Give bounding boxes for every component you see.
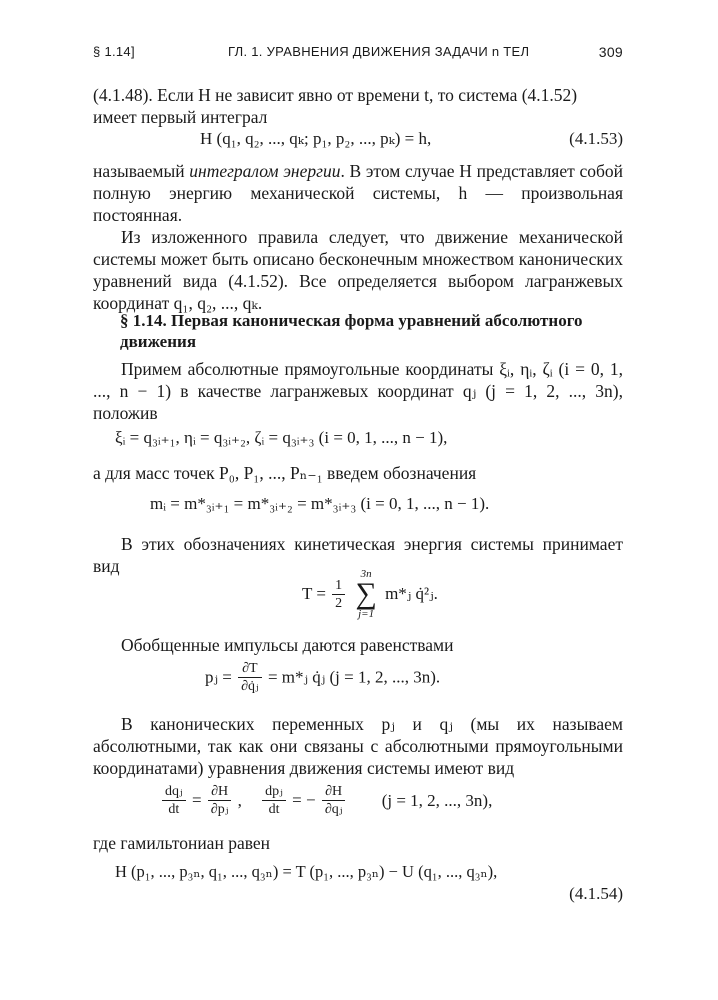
paragraph-9	[93, 832, 623, 854]
section-heading: § 1.14. Первая каноническая форма уравнений абсолютного движения	[120, 311, 583, 351]
half-fraction	[332, 577, 345, 612]
kinetic-energy-lhs: T =	[302, 584, 326, 603]
paragraph-2	[93, 160, 623, 226]
half-numerator: 1	[332, 577, 345, 595]
dp-dt-fraction	[262, 783, 286, 818]
equation-4-1-54: H (p₁, ..., p₃ₙ, q₁, ..., q₃ₙ) = T (p₁, ..., p₃ₙ) − U (q₁, ..., q₃ₙ),	[115, 862, 498, 881]
equation-coordinates: ξᵢ = q₃ᵢ₊₁, ηᵢ = q₃ᵢ₊₂, ζᵢ = q₃ᵢ₊₃ (i = 0, 1, ..., n − 1),	[115, 428, 448, 447]
canonical-condition: (j = 1, 2, ..., 3n),	[381, 790, 493, 810]
paragraph-5-text: а для масс точек P₀, P₁, ..., Pₙ₋₁ введем обозначения	[93, 463, 477, 483]
paragraph-9-text: где гамильтониан равен	[93, 833, 270, 853]
summation	[355, 568, 376, 620]
dH-dq-fraction	[322, 783, 346, 818]
page-number: 309	[598, 44, 623, 60]
equation-number-4-1-53: (4.1.53)	[569, 129, 623, 148]
dH-dq-numerator: ∂H	[322, 783, 346, 801]
dH-dq-denominator: ∂qⱼ	[324, 802, 343, 817]
equation-momenta	[205, 660, 440, 695]
momenta-lhs: pⱼ =	[205, 667, 232, 687]
equation-number-4-1-54: (4.1.54)	[569, 884, 623, 903]
equation-4-1-53: H (q₁, q₂, ..., qₖ; p₁, p₂, ..., pₖ) = h,	[200, 129, 432, 148]
kinetic-energy-term: m*ⱼ q̇²ⱼ.	[385, 584, 438, 603]
dq-denominator: dt	[168, 802, 180, 817]
momenta-rhs: = m*ⱼ q̇ⱼ (j = 1, 2, ..., 3n).	[267, 667, 441, 687]
paragraph-1-line-2: имеет первый интеграл	[93, 107, 268, 127]
paragraph-8-text: В канонических переменных pⱼ и qⱼ (мы их называем абсолютными, так как они связаны с абсолютными прямоугольными координатами) уравнения движения системы имеют вид	[93, 714, 623, 778]
sum-upper-limit: 3n	[360, 568, 372, 580]
momenta-denominator: ∂q̇ⱼ	[241, 679, 259, 694]
paragraph-8	[93, 713, 623, 779]
momenta-fraction	[238, 660, 262, 695]
dH-dp-numerator: ∂H	[208, 783, 232, 801]
equation-kinetic-energy	[302, 568, 438, 620]
header-section: § 1.14]	[93, 44, 135, 59]
dq-numerator: dqⱼ	[162, 783, 186, 801]
dH-dp-denominator: ∂pⱼ	[210, 802, 229, 817]
half-denominator: 2	[335, 595, 343, 611]
running-header	[93, 44, 623, 64]
paragraph-4	[93, 358, 623, 424]
paragraph-7	[93, 634, 623, 656]
paragraph-5	[93, 462, 623, 484]
dp-numerator: dpⱼ	[262, 783, 286, 801]
canonical-eq-sign-2: = −	[292, 790, 316, 810]
paragraph-3-text: Из изложенного правила следует, что движение механической системы может быть описано бесконечным множеством канонических уравнений вида (4.1.52). Все определяется выбором лагранжевых координат q₁, q₂, ..., qₖ.	[93, 227, 623, 313]
paragraph-4-text: Примем абсолютные прямоугольные координаты ξᵢ, ηᵢ, ζᵢ (i = 0, 1, ..., n − 1) в качестве лагранжевых координат qⱼ (j = 1, 2, ..., 3n), положив	[93, 359, 623, 423]
sum-lower-limit: j=1	[358, 608, 375, 620]
dH-dp-fraction	[208, 783, 232, 818]
paragraph-7-text: Обобщенные импульсы даются равенствами	[121, 635, 454, 655]
sigma-sign: ∑	[355, 577, 377, 610]
paragraph-1-line-1: (4.1.48). Если H не зависит явно от времени t, то система (4.1.52)	[93, 85, 578, 105]
paragraph-2-pre: называемый	[93, 161, 190, 181]
paragraph-6-text: В этих обозначениях кинетическая энергия системы принимает вид	[93, 534, 623, 576]
canonical-comma: ,	[237, 790, 242, 810]
canonical-eq-sign-1: =	[191, 790, 202, 810]
energy-integral-term: интегралом энергии	[189, 161, 341, 181]
momenta-numerator: ∂T	[238, 660, 262, 678]
paragraph-3	[93, 226, 623, 314]
header-title: ГЛ. 1. УРАВНЕНИЯ ДВИЖЕНИЯ ЗАДАЧИ n ТЕЛ	[228, 44, 530, 59]
paragraph-2-post: . В этом случае H представляет собой полную энергию механической системы, h — произвольная постоянная.	[93, 161, 623, 225]
paragraph-1	[93, 84, 623, 128]
dp-denominator: dt	[268, 802, 280, 817]
equation-canonical	[160, 783, 492, 818]
equation-masses: mᵢ = m*₃ᵢ₊₁ = m*₃ᵢ₊₂ = m*₃ᵢ₊₃ (i = 0, 1, ..., n − 1).	[150, 494, 490, 513]
dq-dt-fraction	[162, 783, 186, 818]
